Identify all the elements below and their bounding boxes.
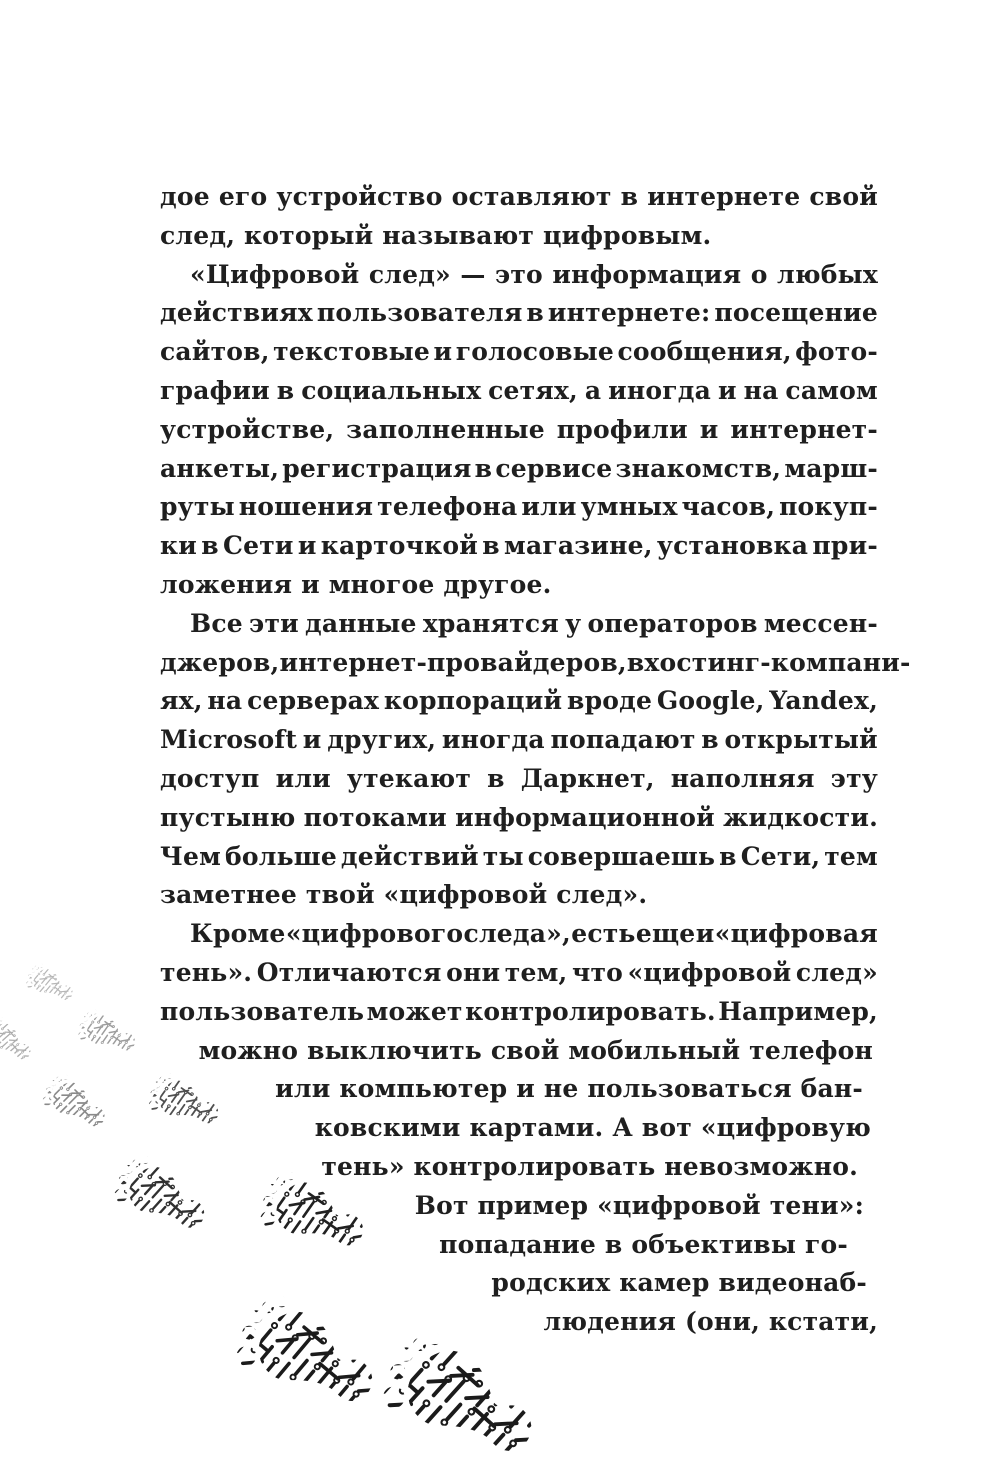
circuit-footprint-icon	[68, 996, 145, 1069]
text-line: руты ношения телефона или умных часов, покуп-	[160, 492, 878, 522]
text-line: устройстве, заполненные профили и интернет-	[160, 414, 878, 444]
circuit-footprint-icon	[32, 1060, 118, 1146]
text-line: ки в Сети и карточкой в магазине, установка при-	[160, 531, 878, 561]
text-line: Вот пример «цифровой тени»:	[414, 1190, 864, 1220]
text-line: людения (они, кстати,	[543, 1307, 878, 1337]
text-line: Чем больше действий ты совершаешь в Сети, тем	[160, 841, 878, 871]
text-line: след, который называют цифровым.	[160, 220, 712, 250]
text-line: пользователь может контролировать. Например,	[160, 996, 878, 1026]
text-line: ложения и многое другое.	[160, 569, 552, 599]
text-line: сайтов, текстовые и голосовые сообщения, фото-	[160, 337, 878, 367]
text-line: «Цифровой след» — это информация о любых	[190, 259, 878, 289]
text-line: дое его устройство оставляют в интернете свой	[160, 182, 878, 211]
text-line: действиях пользователя в интернете: посещение	[160, 298, 878, 328]
text-line: Кроме «цифрового следа», есть еще и «цифровая	[190, 919, 878, 949]
text-line: можно выключить свой мобильный телефон	[198, 1035, 873, 1065]
text-line: попадание в объективы го-	[439, 1229, 848, 1259]
circuit-footprint-icon	[18, 953, 82, 1016]
text-line: родских камер видеонаб-	[491, 1268, 867, 1298]
text-line: графии в социальных сетях, а иногда и на самом	[160, 375, 878, 405]
text-line: пустыню потоками информационной жидкости.	[160, 802, 878, 832]
text-line: доступ или утекают в Даркнет, наполняя эту	[160, 763, 878, 793]
body-text	[160, 178, 911, 1342]
text-line: анкеты, регистрация в сервисе знакомств, марш-	[160, 453, 878, 483]
text-line: или компьютер и не пользоваться бан-	[275, 1074, 863, 1104]
circuit-footprint-icon	[0, 1005, 41, 1074]
text-line: джеров, интернет-провайдеров, в хостинг-компани-	[160, 647, 911, 677]
text-line: Microsoft и других, иногда попадают в открытый	[160, 725, 878, 755]
text-line: ях, на серверах корпораций вроде Google, Yandex,	[160, 686, 878, 716]
text-line: ковскими картами. А вот «цифровую	[314, 1113, 871, 1143]
text-line: тень». Отличаются они тем, что «цифровой след»	[160, 957, 878, 987]
text-line: тень» контролировать невозможно.	[321, 1151, 858, 1181]
text-line: Все эти данные хранятся у операторов мессен-	[190, 608, 878, 638]
text-line: заметнее твой «цифровой след».	[160, 880, 648, 910]
